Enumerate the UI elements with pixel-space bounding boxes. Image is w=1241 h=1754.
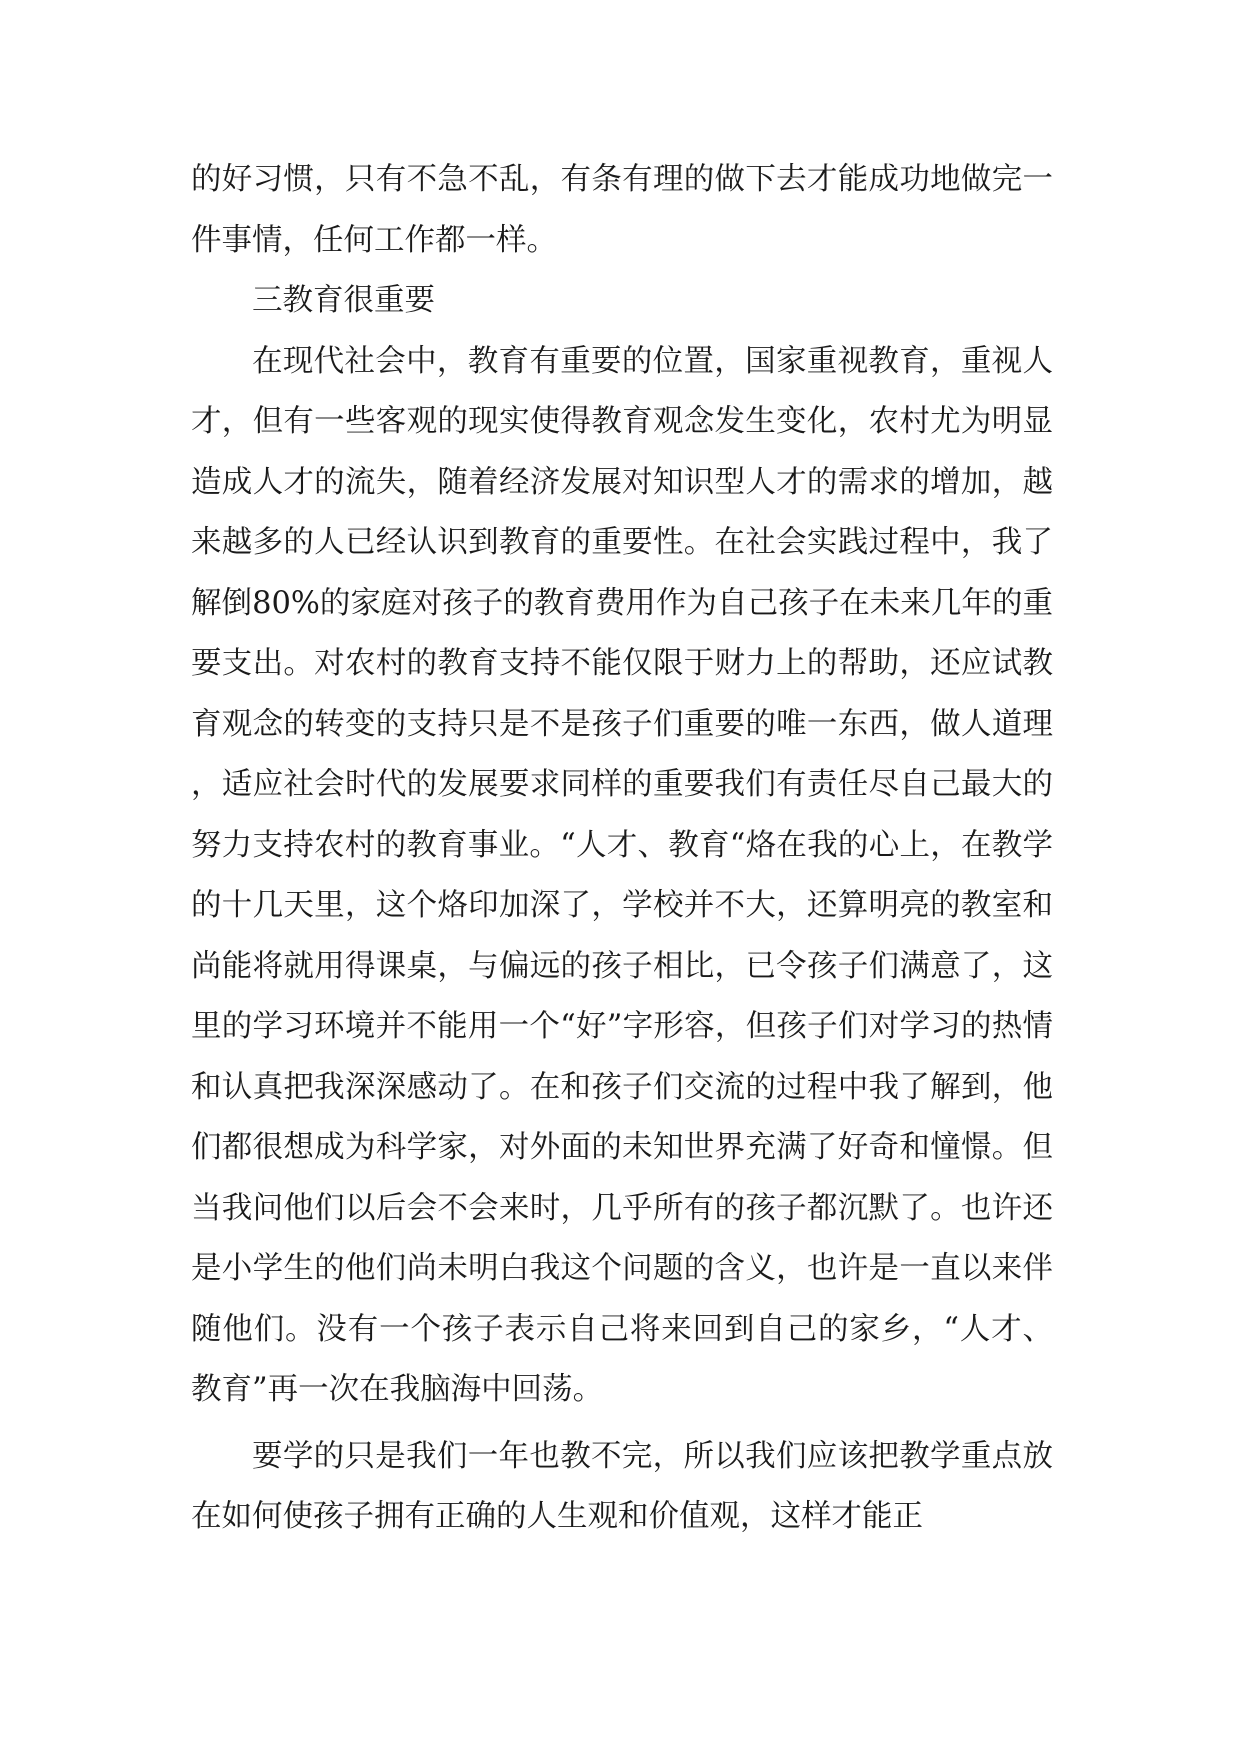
paragraph-education: 在现代社会中，教育有重要的位置，国家重视教育，重视人才，但有一些客观的现实使得教育观念发生变化，农村尤为明显造成人才的流失，随着经济发展对知识型人才的需求的增加，越来越多的人已经认识到教育的重要性。在社会实践过程中，我了解倒80%的家庭对孩子的教育费用作为自己孩子在未来几年的重要支出。对农村的教育支持不能仅限于财力上的帮助，还应试教育观念的转变的支持只是不是孩子们重要的唯一东西，做人道理，适应社会时代的发展要求同样的重要我们有责任尽自己最大的努力支持农村的教育事业。“人才、教育“烙在我的心上，在教学的十几天里，这个烙印加深了，学校并不大，还算明亮的教室和尚能将就用得课桌，与偏远的孩子相比，已令孩子们满意了，这里的学习环境并不能用一个“好”字形容，但孩子们对学习的热情和认真把我深深感动了。在和孩子们交流的过程中我了解到，他们都很想成为科学家，对外面的未知世界充满了好奇和憧憬。但当我问他们以后会不会来时，几乎所有的孩子都沉默了。也许还是小学生的他们尚未明白我这个问题的含义，也许是一直以来伴随他们。没有一个孩子表示自己将来回到自己的家乡，“人才、教育”再一次在我脑海中回荡。 bbox=[191, 343, 1053, 1407]
document-page bbox=[191, 150, 1053, 1548]
paragraph-continuation: 的好习惯，只有不急不乱，有条有理的做下去才能成功地做完一件事情，任何工作都一样。 bbox=[191, 162, 1053, 258]
section-heading: 三教育很重要 bbox=[252, 283, 435, 318]
paragraph-teaching: 要学的只是我们一年也教不完，所以我们应该把教学重点放在如何使孩子拥有正确的人生观和价值观，这样才能正 bbox=[191, 1438, 1053, 1534]
